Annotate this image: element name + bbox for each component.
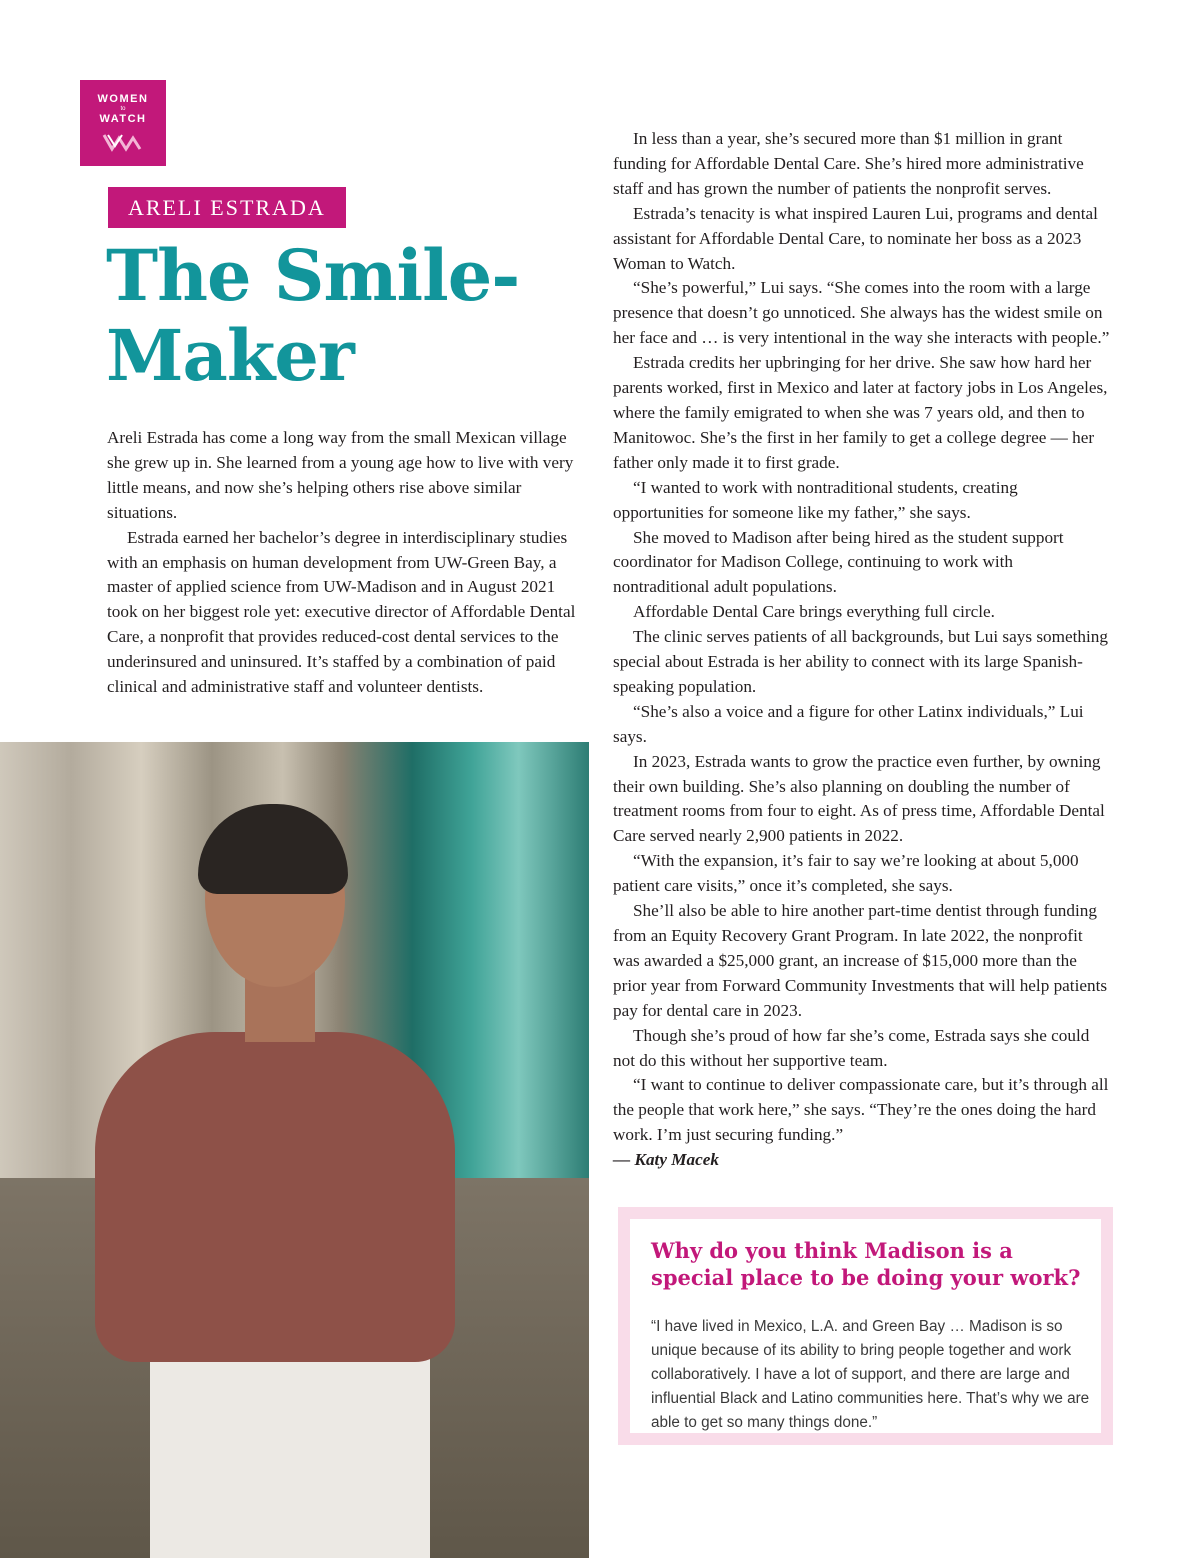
article-right-column — [613, 127, 1110, 1173]
photo-person-hair — [198, 804, 348, 894]
article-paragraph: “With the expansion, it’s fair to say we’re looking at about 5,000 patient care visits,” once it’s completed, she says. — [613, 851, 1079, 896]
article-paragraph: In 2023, Estrada wants to grow the practice even further, by owning their own building. She’s also planning on doubling the number of treatment rooms from four to eight. As of press time, Affordable Dental Care served nearly 2,900 patients in 2022. — [613, 751, 1105, 846]
author-byline: — Katy Macek — [613, 1150, 719, 1170]
qa-sidebar-box — [618, 1207, 1113, 1445]
article-paragraph: The clinic serves patients of all backgrounds, but Lui says something special about Estrada is her ability to connect with its large Spanish-speaking population. — [613, 627, 1108, 696]
subject-name-tag: ARELI ESTRADA — [108, 187, 346, 228]
qa-question: Why do you think Madison is a special place to be doing your work? — [651, 1238, 1081, 1290]
portrait-photo — [0, 742, 589, 1558]
article-paragraph: “She’s powerful,” Lui says. “She comes into the room with a large presence that doesn’t go unnoticed. She always has the widest smile on her face and … is very intentional in the way she interacts with people.” — [613, 278, 1110, 348]
article-paragraph: “I wanted to work with nontraditional students, creating opportunities for someone like my father,” she says. — [613, 477, 1018, 522]
article-paragraph: Estrada’s tenacity is what inspired Lauren Lui, programs and dental assistant for Affordable Dental Care, to nominate her boss as a 2023 Woman to Watch. — [613, 203, 1098, 273]
article-paragraph: Estrada earned her bachelor’s degree in interdisciplinary studies with an emphasis on human development from UW-Green Bay, a master of applied science from UW-Madison and in August 2021 took on her biggest role yet: executive director of Affordable Dental Care, a nonprofit that provides reduced-cost dental services to the underinsured and uninsured. It’s staffed by a combination of paid clinical and administrative staff and volunteer dentists. — [107, 527, 576, 697]
article-paragraph: Affordable Dental Care brings everything full circle. — [633, 602, 995, 622]
logo-line-watch: WATCH — [99, 113, 147, 125]
headline — [106, 236, 586, 396]
headline-line-1: The Smile- — [106, 234, 520, 317]
article-paragraph: Estrada credits her upbringing for her drive. She saw how hard her parents worked, first in Mexico and later at factory jobs in Los Angeles, where the family emigrated to when she was 7 years old, and then to Manitowoc. She’s the first in her family to get a college degree — her father only made it to first grade. — [613, 353, 1108, 472]
logo-line-women: WOMEN — [97, 93, 149, 105]
logo-line-to: to — [120, 106, 126, 112]
article-paragraph: “I want to continue to deliver compassionate care, but it’s through all the people that work here,” she says. “They’re the ones doing the hard work. I’m just securing funding.” — [613, 1075, 1109, 1145]
article-paragraph: In less than a year, she’s secured more than $1 million in grant funding for Affordable Dental Care. She’s hired more administrative staff and has grown the number of patients the nonprofit serves. — [613, 129, 1084, 198]
qa-answer: “I have lived in Mexico, L.A. and Green Bay … Madison is so unique because of its ability to bring people together and work collaboratively. I have a lot of support, and there are large and influential Black and Latino communities here. That’s why we are able to get so many things done.” — [651, 1318, 1090, 1431]
w-mark-icon — [102, 132, 144, 152]
women-to-watch-logo — [80, 80, 166, 166]
article-paragraph: Areli Estrada has come a long way from the small Mexican village she grew up in. She learned from a young age how to live with very little means, and now she’s helping others rise above similar situations. — [107, 428, 574, 522]
photo-person-shirt — [95, 1032, 455, 1362]
article-left-column — [107, 426, 589, 700]
article-paragraph: She moved to Madison after being hired as the student support coordinator for Madison College, continuing to work with nontraditional adult populations. — [613, 527, 1064, 597]
article-paragraph: “She’s also a voice and a figure for other Latinx individuals,” Lui says. — [613, 701, 1084, 746]
article-paragraph: She’ll also be able to hire another part-time dentist through funding from an Equity Recovery Grant Program. In late 2022, the nonprofit was awarded a $25,000 grant, an increase of $15,000 more than the prior year from Forward Community Investments that will help patients pay for dental care in 2023. — [613, 901, 1108, 1020]
article-paragraph: Though she’s proud of how far she’s come, Estrada says she could not do this without her supportive team. — [613, 1025, 1090, 1070]
headline-line-2: Maker — [106, 314, 354, 397]
photo-person-pants — [150, 1342, 430, 1558]
